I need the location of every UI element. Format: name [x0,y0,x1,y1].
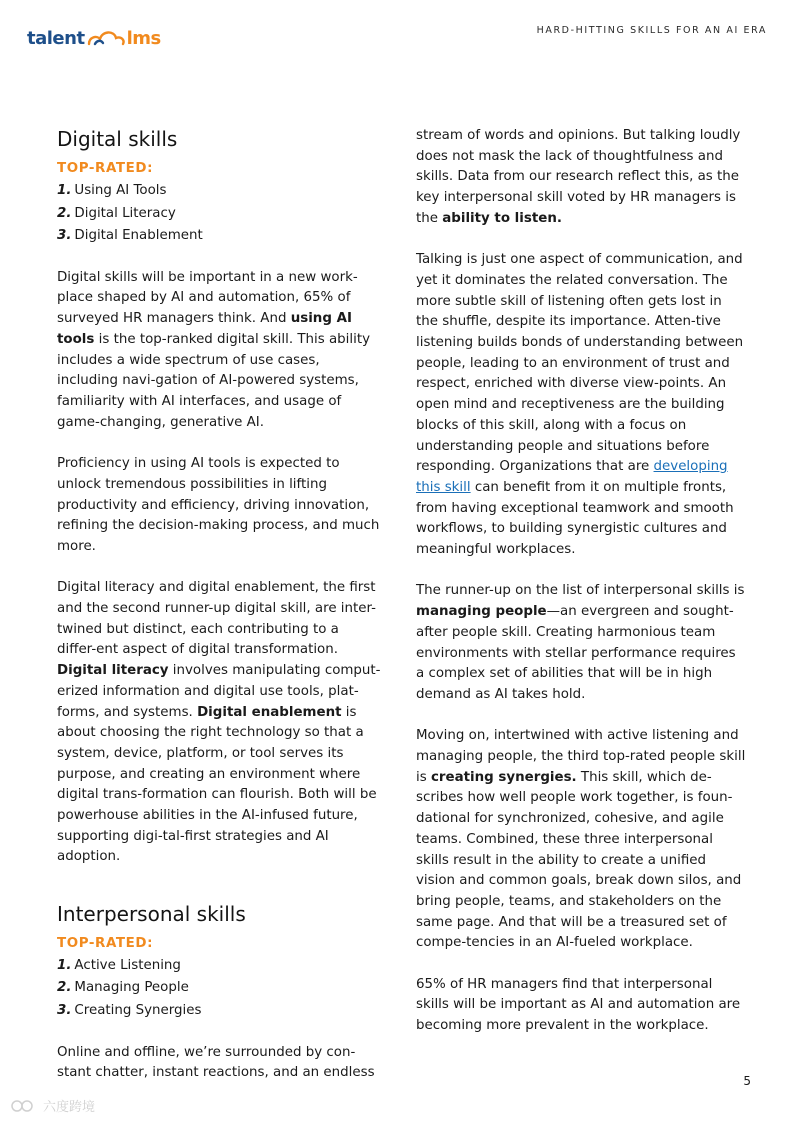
digital-paragraph-1: Digital skills will be important in a new work-place shaped by AI and automation, 65% of surveyed HR managers think. And using AI tools is the top-ranked digital skill. This ability includes a wide spectrum of use cases, including navi-gation of AI-powered systems, familiarity with AI interfaces, and usage of game-changing, generative AI. [57,269,371,430]
right-column [416,126,746,1058]
page-number: 5 [743,1074,751,1088]
header-title: HARD-HITTING SKILLS FOR AN AI ERA [536,25,767,36]
talentlms-logo [27,24,161,52]
digital-skills-heading: Digital skills [57,127,178,151]
interpersonal-top-rated-label: TOP-RATED: [57,935,154,951]
right-paragraph-2: Talking is just one aspect of communication, and yet it dominates the related conversation. The more subtle skill of listening often gets lost in the shuffle, despite its importance. Atten-tive listening builds bonds of understanding between people, leading to an environment of trust and respect, enriched with diverse view-points. An open mind and receptiveness are the building blocks of this skill, along with a focus on understanding people and situations before responding. Organizations that are developing this skill can benefit from it on multiple fronts, from having exceptional teamwork and smooth workflows, to building synergistic cultures and meaningful workplaces. [416,252,744,558]
watermark-logo-icon [10,1099,38,1113]
right-paragraph-5: 65% of HR managers find that interpersonal skills will be important as AI and automation are becoming more prevalent in the workplace. [416,976,741,1034]
list-item: 1. Active Listening [57,957,181,973]
list-item: 2. Digital Literacy [57,205,176,221]
list-item: 2. Managing People [57,980,189,996]
watermark [10,1096,95,1115]
interpersonal-skills-heading: Interpersonal skills [57,901,246,926]
developing-skill-link[interactable]: developing this skill [416,459,728,495]
digital-top-list [57,180,382,248]
interpersonal-top-list [57,955,382,1023]
digital-paragraph-3: Digital literacy and digital enablement, the first and the second runner-up digital skill, are inter-twined but distinct, each contributing to a differ-ent aspect of digital transformation. Digital literacy involves manipulating comput-erized information and digital use tools, plat-forms, and systems. Digital enablement is about choosing the right technology so that a system, device, platform, or tool serves its purpose, and creating an environment where digital trans-formation can flourish. Both will be powerhouse abilities in the AI-infused future, supporting digi-tal-first strategies and AI adoption. [57,580,381,865]
right-paragraph-1: stream of words and opinions. But talking loudly does not mask the lack of thoughtfulness and skills. Data from our research reflect this, as the key interpersonal skill voted by HR managers is the ability to listen. [416,128,741,226]
digital-top-rated-label: TOP-RATED: [57,161,154,176]
digital-paragraph-2: Proficiency in using AI tools is expected to unlock tremendous possibilities in lifting productivity and efficiency, driving innovation, refining the decision-making process, and much more. [57,456,380,554]
right-paragraph-3: The runner-up on the list of interpersonal skills is managing people—an evergreen and sought-after people skill. Creating harmonious team environments with stellar performance requires a complex set of abilities that will be in high demand as AI takes hold. [416,583,745,702]
list-item: 3. Digital Enablement [57,228,203,244]
right-paragraph-4: Moving on, intertwined with active listening and managing people, the third top-rated people skill is creating synergies. This skill, which de-scribes how well people work together, is foun-dational for synchronized, cohesive, and agile teams. Combined, these three interpersonal skills result in the ability to create a unified vision and common goals, break down silos, and bring people, teams, and stakeholders on the same page. And that will be a treasured set of compe-tencies in an AI-fueled workplace. [416,728,746,951]
logo-cloud-icon [86,27,126,49]
interpersonal-paragraph-1: Online and offline, we’re surrounded by con-stant chatter, instant reactions, and an endless [57,1044,375,1081]
left-column [57,126,382,1105]
list-item: 3. Creating Synergies [57,1003,202,1019]
list-item: 1. Using AI Tools [57,183,167,198]
logo-text-talent: talent [27,27,85,49]
logo-text-lms: lms [126,27,161,49]
watermark-text: 六度跨境 [43,1100,96,1115]
